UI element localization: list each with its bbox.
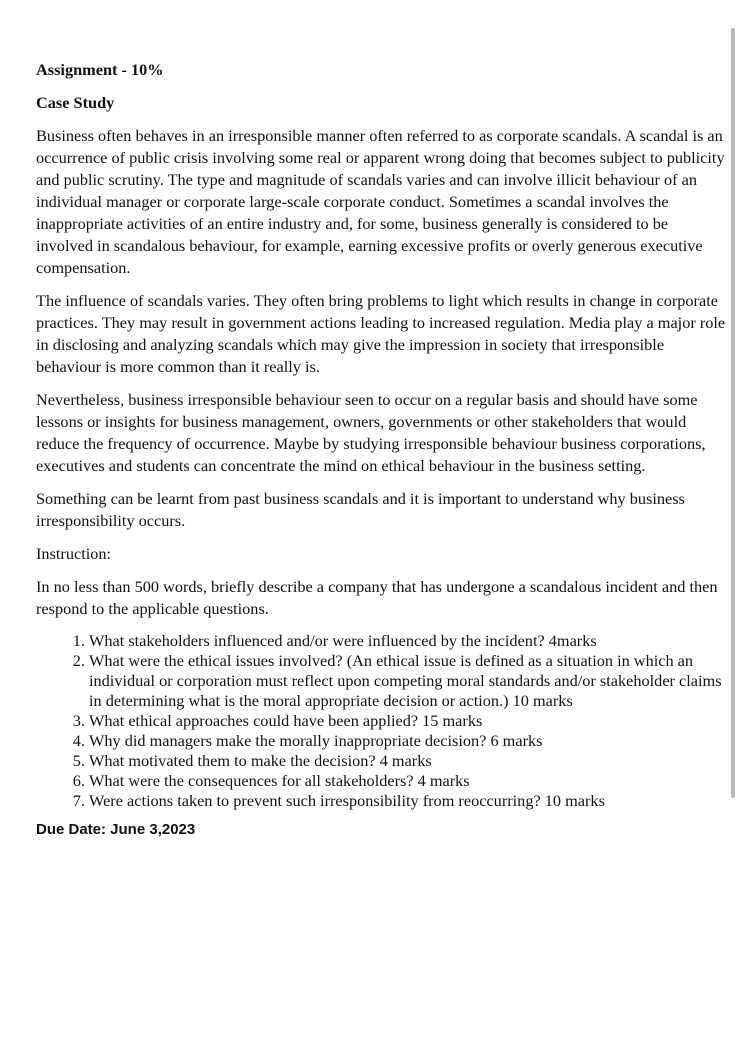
paragraph-intro: Business often behaves in an irresponsible manner often referred to as corporate scandals. A scandal is an occurrence of public crisis involving some real or apparent wrong doing that becomes subject to publicity and public scrutiny. The type and magnitude of scandals varies and can involve illicit behaviour of an individual manager or corporate large-scale corporate conduct. Sometimes a scandal involves the inappropriate activities of an entire industry and, for some, business generally is considered to be involved in scandalous behaviour, for example, earning excessive profits or overly generous executive compensation.	[36, 126, 725, 277]
question-item: 1. What stakeholders influenced and/or were influenced by the incident? 4marks	[89, 631, 728, 651]
vertical-scrollbar[interactable]	[731, 28, 735, 798]
instruction-text: In no less than 500 words, briefly describe a company that has undergone a scandalous incident and then respond to the applicable questions.	[36, 577, 718, 618]
question-item: 3. What ethical approaches could have been applied? 15 marks	[89, 711, 728, 731]
assignment-title: Assignment - 10%	[36, 60, 164, 79]
question-item: 4. Why did managers make the morally inappropriate decision? 6 marks	[89, 731, 728, 751]
question-item: 5. What motivated them to make the decision? 4 marks	[89, 751, 728, 771]
question-item: 6. What were the consequences for all stakeholders? 4 marks	[89, 771, 728, 791]
case-study-heading: Case Study	[36, 93, 115, 112]
paragraph-lessons: Something can be learnt from past business scandals and it is important to understand why business irresponsibility occurs.	[36, 489, 685, 530]
paragraph-influence: The influence of scandals varies. They often bring problems to light which results in change in corporate practices. They may result in government actions leading to increased regulation. Media play a major role in disclosing and analyzing scandals which may give the impression in society that irresponsible behaviour is more common than it really is.	[36, 291, 726, 376]
question-item: 2. What were the ethical issues involved? (An ethical issue is defined as a situation in which an individual or corporation must reflect upon competing moral standards and/or stakeholder claims in determining what is the moral appropriate decision or action.) 10 marks	[89, 651, 728, 711]
question-item: 7. Were actions taken to prevent such irresponsibility from reoccurring? 10 marks	[89, 791, 728, 811]
instruction-label: Instruction:	[36, 544, 112, 563]
paragraph-nevertheless: Nevertheless, business irresponsible behaviour seen to occur on a regular basis and should have some lessons or insights for business management, owners, governments or other stakeholders that would reduce the frequency of occurrence. Maybe by studying irresponsible behaviour business corporations, executives and students can concentrate the mind on ethical behaviour in the business setting.	[36, 390, 706, 475]
document-body	[36, 59, 728, 840]
question-list	[36, 631, 728, 811]
due-date: Due Date: June 3,2023	[36, 821, 196, 838]
